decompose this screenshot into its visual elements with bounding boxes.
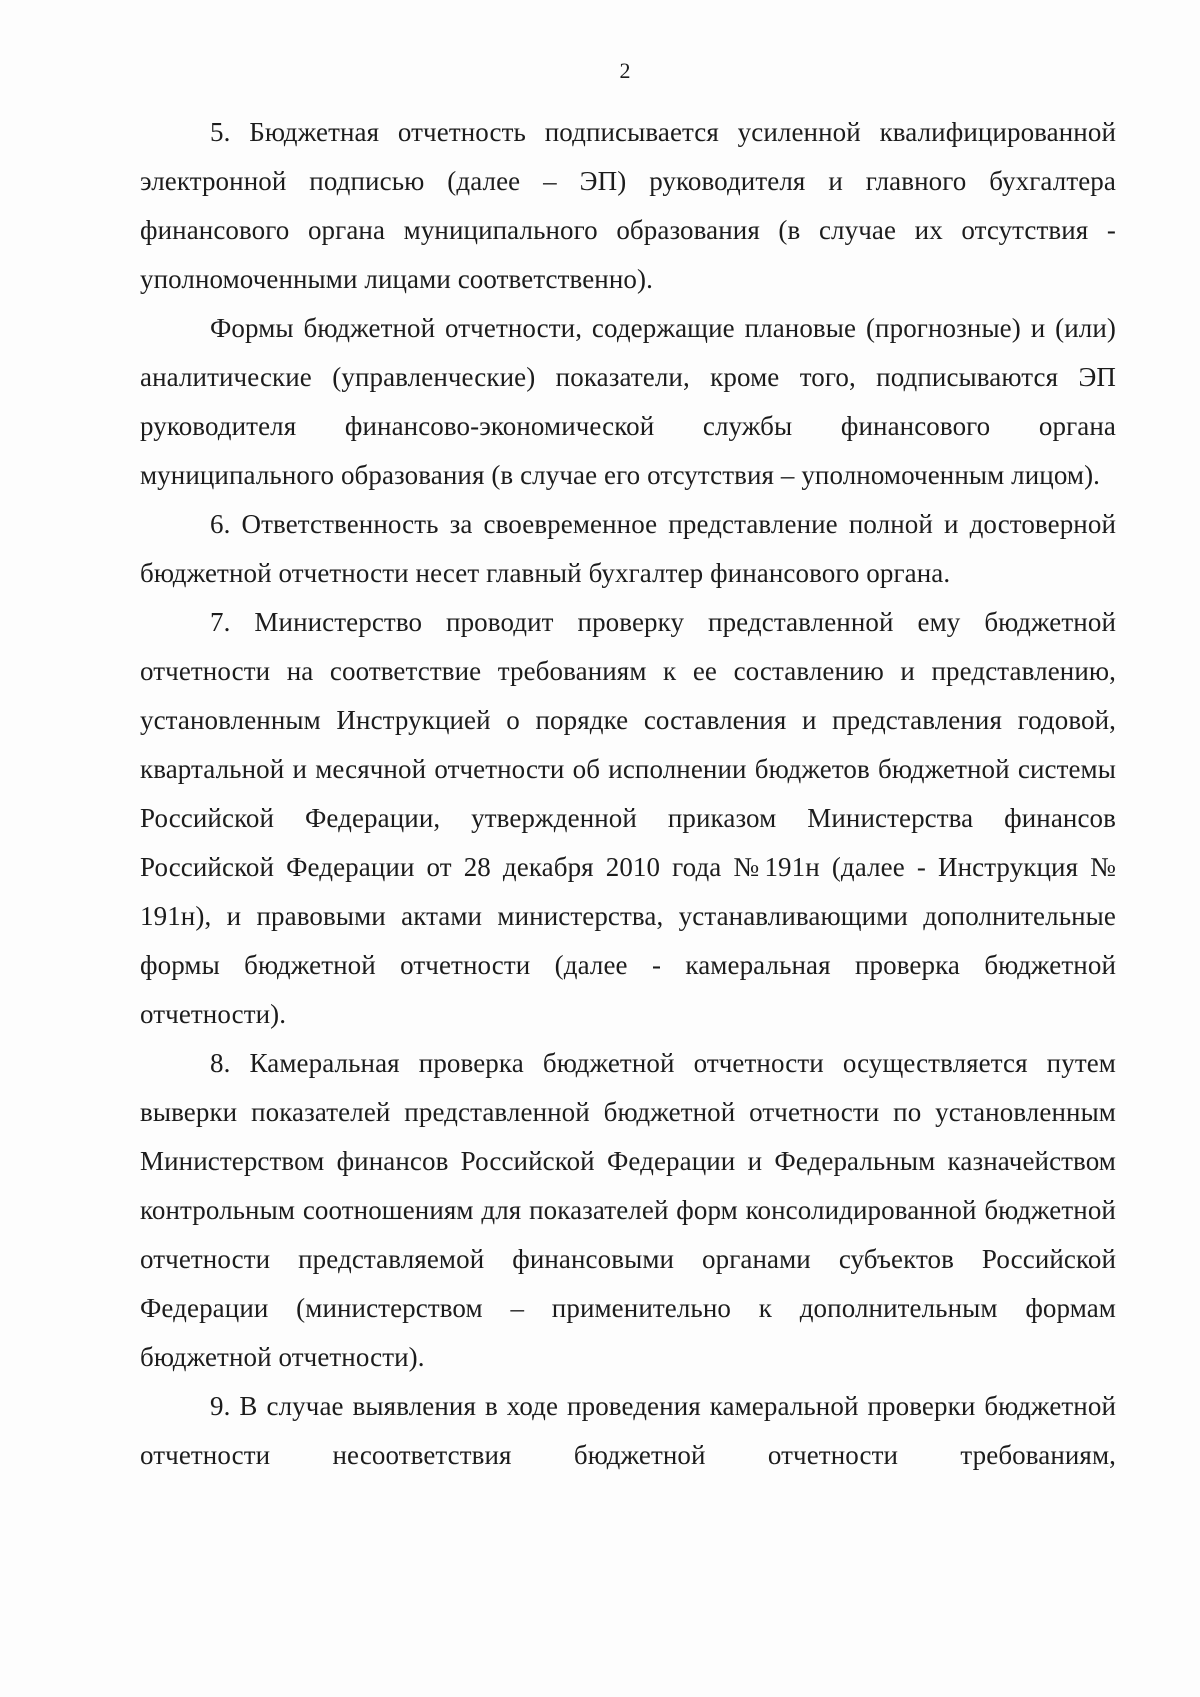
paragraph-6: 6. Ответственность за своевременное представление полной и достоверной бюджетной отчетности несет главный бухгалтер финансового органа. [140, 509, 1116, 588]
paragraph-9: 9. В случае выявления в ходе проведения камеральной проверки бюджетной отчетности несоответствия бюджетной отчетности требованиям, [140, 1391, 1116, 1470]
document-body [140, 108, 1116, 1480]
paragraph-5-forms: Формы бюджетной отчетности, содержащие плановые (прогнозные) и (или) аналитические (управленческие) показатели, кроме того, подписываются ЭП руководителя финансово-экономической службы финансового органа муниципального образования (в случае его отсутствия – уполномоченным лицом). [140, 313, 1116, 490]
paragraph-8: 8. Камеральная проверка бюджетной отчетности осуществляется путем выверки показателей представленной бюджетной отчетности по установленным Министерством финансов Российской Федерации и Федеральным казначейством контрольным соотношениям для показателей форм консолидированной бюджетной отчетности представляемой финансовыми органами субъектов Российской Федерации (министерством – применительно к дополнительным формам бюджетной отчетности). [140, 1048, 1116, 1372]
paragraph-7: 7. Министерство проводит проверку представленной ему бюджетной отчетности на соответствие требованиям к ее составлению и представлению, установленным Инструкцией о порядке составления и представления годовой, квартальной и месячной отчетности об исполнении бюджетов бюджетной системы Российской Федерации, утвержденной приказом Министерства финансов Российской Федерации от 28 декабря 2010 года №191н (далее - Инструкция № 191н), и правовыми актами министерства, устанавливающими дополнительные формы бюджетной отчетности (далее - камеральная проверка бюджетной отчетности). [140, 607, 1116, 1029]
page-number: 2 [619, 58, 631, 83]
paragraph-5: 5. Бюджетная отчетность подписывается усиленной квалифицированной электронной подписью (далее – ЭП) руководителя и главного бухгалтера финансового органа муниципального образования (в случае их отсутствия - уполномоченными лицами соответственно). [140, 117, 1116, 294]
